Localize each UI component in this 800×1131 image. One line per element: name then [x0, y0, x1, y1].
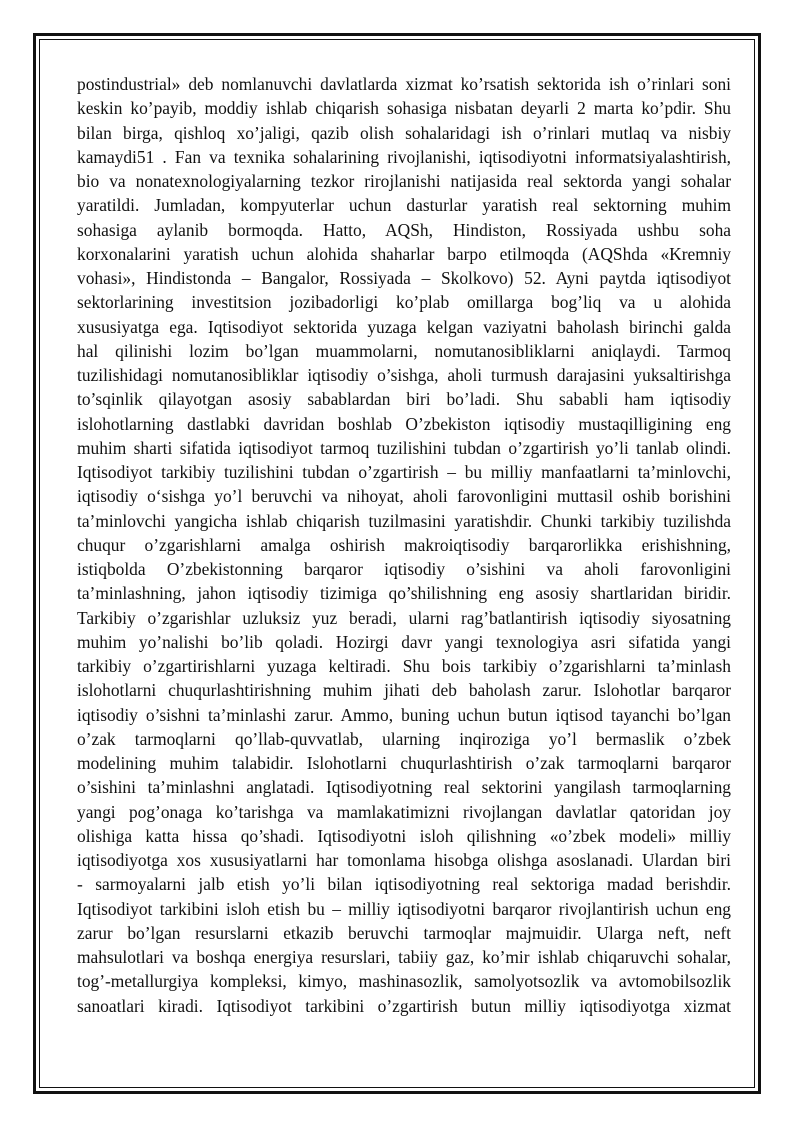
text-line: ta’minlovchi yangicha ishlab chiqarish tuzilmasini yaratishdir. Chunki tarkibiy tuzilishda	[77, 510, 731, 531]
text-line: islohotlarni chuqurlashtirishning muhim jihati deb baholash zarur. Islohotlar barqaror	[77, 680, 731, 701]
text-line: keskin ko’payib, moddiy ishlab chiqarish sohasiga nisbatan deyarli 2 marta ko’pdir. Shu	[77, 98, 731, 119]
text-line: kamaydi51 . Fan va texnika sohalarining rivojlanishi, iqtisodiyotni informatsiyalashtirish,	[77, 146, 731, 167]
text-line: postindustrial» deb nomlanuvchi davlatlarda xizmat ko’rsatish sektorida ish o’rinlari soni	[77, 74, 731, 94]
text-line: Tarkibiy o’zgarishlar uzluksiz yuz beradi, ularni rag’batlantirish iqtisodiy siyosatning	[77, 607, 731, 628]
text-line: bio va nonatexnologiyalarning tezkor rirojlanishi natijasida real sektorda yangi sohalar	[77, 171, 731, 191]
text-line: tog’-metallurgiya kompleksi, kimyo, mashinasozlik, samolyotsozlik va avtomobilsozlik	[77, 971, 731, 992]
text-line: - sarmoyalarni jalb etish yo’li bilan iqtisodiyotning real sektoriga madad berishdir.	[77, 874, 731, 895]
text-line: sanoatlari kiradi. Iqtisodiyot tarkibini o’zgartirish butun milliy iqtisodiyotga xizmat	[77, 995, 731, 1016]
text-line: Iqtisodiyot tarkibini isloh etish bu – milliy iqtisodiyotni barqaror rivojlantirish uchun eng	[77, 898, 731, 919]
text-line: bilan birga, qishloq xo’jaligi, qazib olish sohalaridagi ish o’rinlari mutlaq va nisbiy	[77, 122, 731, 143]
text-line: muhim yo’nalishi bo’lib qoladi. Hozirgi davr yangi texnologiya asri sifatida yangi	[77, 631, 731, 652]
text-line: mahsulotlari va boshqa energiya resurslari, tabiiy gaz, ko’mir ishlab chiqaruvchi sohalar,	[77, 947, 731, 967]
text-line: xususiyatga ega. Iqtisodiyot sektorida yuzaga kelgan vaziyatni baholash birinchi galda	[77, 316, 731, 337]
text-line: tuzilishidagi nomutanosibliklar iqtisodiy o’sishga, aholi turmush darajasini yuksaltirishga	[77, 365, 731, 385]
body-paragraph	[77, 72, 731, 1018]
text-line: olishiga katta hissa qo’shadi. Iqtisodiyotni isloh qilishning «o’zbek modeli» milliy	[77, 825, 731, 846]
text-line: o’zak tarmoqlarni qo’llab-quvvatlab, ularning inqiroziga yo’l bermaslik o’zbek	[77, 728, 731, 749]
text-line: iqtisodiy o‘sishga yo’l beruvchi va nihoyat, aholi farovonligini muttasil oshib borishini	[77, 486, 731, 507]
text-line: zarur bo’lgan resurslarni etkazib beruvchi tarmoqlar majmuidir. Ularga neft, neft	[77, 922, 731, 943]
text-line: Iqtisodiyot tarkibiy tuzilishini tubdan o’zgartirish – bu milliy manfaatlarni ta’minlovchi,	[77, 462, 731, 482]
text-line: modelining muhim talabidir. Islohotlarni chuqurlashtirish o’zak tarmoqlarni barqaror	[77, 753, 731, 773]
text-line: iqtisodiy o’sishni ta’minlashi zarur. Ammo, buning uchun butun iqtisod tayanchi bo’lgan	[77, 704, 731, 725]
text-line: istiqbolda O’zbekistonning barqaror iqtisodiy o’sishini va aholi farovonligini	[77, 559, 731, 579]
text-line: islohotlarning dastlabki davridan boshlab O’zbekiston iqtisodiy mustaqilligining eng	[77, 413, 731, 434]
text-line: chuqur o’zgarishlarni amalga oshirish makroiqtisodiy barqarorlikka erishishning,	[77, 534, 731, 555]
text-line: ta’minlashning, jahon iqtisodiy tizimiga qo’shilishning eng asosiy shartlaridan biridir.	[77, 583, 731, 604]
text-line: korxonalarini yaratish uchun alohida shaharlar barpo etilmoqda (AQShda «Kremniy	[77, 243, 731, 264]
text-line: sektorlarining investitsion jozibadorligi ko’plab omillarga bog’liq va u alohida	[77, 292, 731, 313]
text-line: vohasi», Hindistonda – Bangalor, Rossiyada – Skolkovo) 52. Ayni paytda iqtisodiyot	[77, 268, 731, 288]
text-line: o’sishini ta’minlashni anglatadi. Iqtisodiyotning real sektorini yangilash tarmoqlarning	[77, 777, 731, 798]
text-line: yaratildi. Jumladan, kompyuterlar uchun dasturlar yaratish real sektorning muhim	[77, 195, 731, 216]
text-line: hal qilinishi lozim bo’lgan muammolarni, nomutanosibliklarni aniqlaydi. Tarmoq	[77, 340, 731, 361]
text-line: iqtisodiyotga xos xususiyatlarni har tomonlama hisobga olishga asoslanadi. Ulardan biri	[77, 850, 731, 870]
text-line: yangi pog’onaga ko’tarishga va mamlakatimizni rivojlangan davlatlar qatoridan joy	[77, 801, 731, 822]
text-line: muhim sharti sifatida iqtisodiyot tarmoq tuzilishini tubdan o’zgartirish yo’li tanlab olindi.	[77, 437, 731, 458]
text-line: to’sqinlik qilayotgan asosiy sabablardan biri bo’ladi. Shu sababli ham iqtisodiy	[77, 389, 731, 410]
text-line: tarkibiy o’zgartirishlarni yuzaga keltiradi. Shu bois tarkibiy o’zgarishlarni ta’minlash	[77, 656, 731, 676]
text-line: sohasiga aylanib bormoqda. Hatto, AQSh, Hindiston, Rossiyada ushbu soha	[77, 219, 731, 240]
